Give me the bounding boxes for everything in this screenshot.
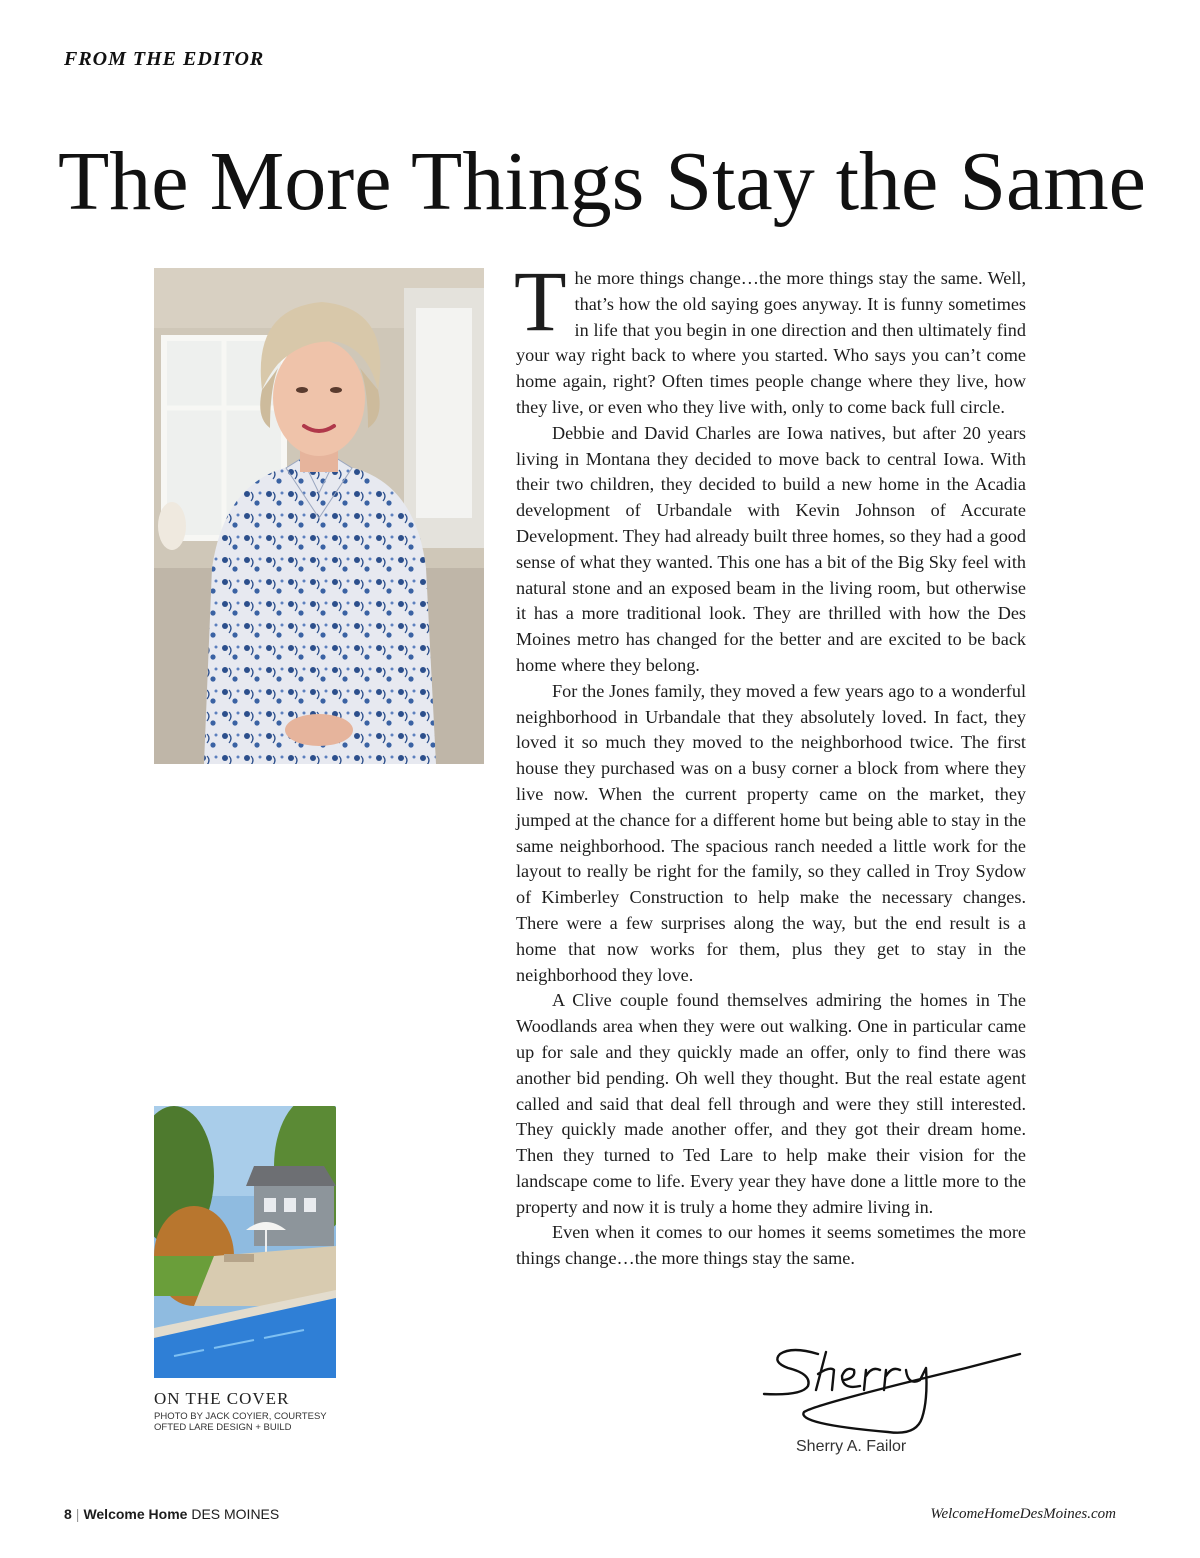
footer-folio: [64, 1506, 279, 1522]
article-paragraph: A Clive couple found themselves admiring the homes in The Woodlands area when they were out walking. One in particular came up for sale and they quickly made an offer, only to find there was another bid pending. Oh well they thought. But the real estate agent called and said that deal fell through and were they still interested. They quickly made another offer, and they got their dream home. Then they turned to Ted Lare to help make their vision for the landscape come to life. Every year they have done a little more to the property and now it is truly a home they admire living in.: [516, 990, 1026, 1217]
footer-website: WelcomeHomeDesMoines.com: [930, 1506, 1116, 1522]
article-paragraph: Debbie and David Charles are Iowa natives, but after 20 years living in Montana they decided to move back to central Iowa. With their two children, they decided to build a new home in the Acadia development of Urbandale with Kevin Johnson of Accurate Development. They had already built three homes, so they had a good sense of what they wanted. This one has a bit of the Big Sky feel with natural stone and an exposed beam in the living room, but otherwise it has a more traditional look. They are thrilled with how the Des Moines metro has changed for the better and are excited to be back home where they belong.: [516, 422, 1026, 675]
article-headline: The More Things Stay the Same: [58, 135, 1146, 228]
article-body: [514, 253, 1026, 1272]
cover-photo: [154, 1106, 336, 1378]
footer-separator: |: [75, 1506, 80, 1522]
drop-cap: T: [514, 253, 567, 349]
article-paragraph: Even when it comes to our homes it seems sometimes the more things change…the more things stay the same.: [516, 1222, 1026, 1269]
editor-portrait-photo: [154, 268, 484, 764]
article-paragraph-text: he more things change…the more things stay the same. Well, that’s how the old saying goes anyway. It is funny sometimes in life that you begin in one direction and then ultimately find your way right back to where you started. Who says you can’t come home again, right? Often times people change where they live, how they live, or even who they live with, only to come back full circle.: [516, 268, 1026, 417]
section-label: FROM THE EDITOR: [64, 48, 265, 70]
signer-name: Sherry A. Failor: [796, 1438, 907, 1455]
page-number: 8: [64, 1506, 72, 1522]
cover-caption-title: ON THE COVER: [154, 1389, 290, 1408]
magazine-city: DES MOINES: [191, 1506, 280, 1522]
handwritten-signature: [756, 1340, 1026, 1440]
cover-photo-credit: PHOTO BY JACK COYIER, COURTESY OFTED LARE DESIGN + BUILD: [154, 1411, 327, 1433]
magazine-brand: Welcome Home: [83, 1506, 188, 1522]
article-paragraph: For the Jones family, they moved a few years ago to a wonderful neighborhood in Urbandale that they absolutely loved. In fact, they loved it so much they moved to the neighborhood twice. The first house they purchased was on a busy corner a block from where they live now. When the current property came on the market, they jumped at the chance for a different home but being able to stay in the same neighborhood. The spacious ranch needed a little work for the layout to really be right for the family, so they called in Troy Sydow of Kimberley Construction to help make the necessary changes. There were a few surprises along the way, but the end result is a home that now works for them, plus they get to stay in the neighborhood they love.: [516, 680, 1026, 985]
article-paragraph: [514, 253, 1026, 421]
